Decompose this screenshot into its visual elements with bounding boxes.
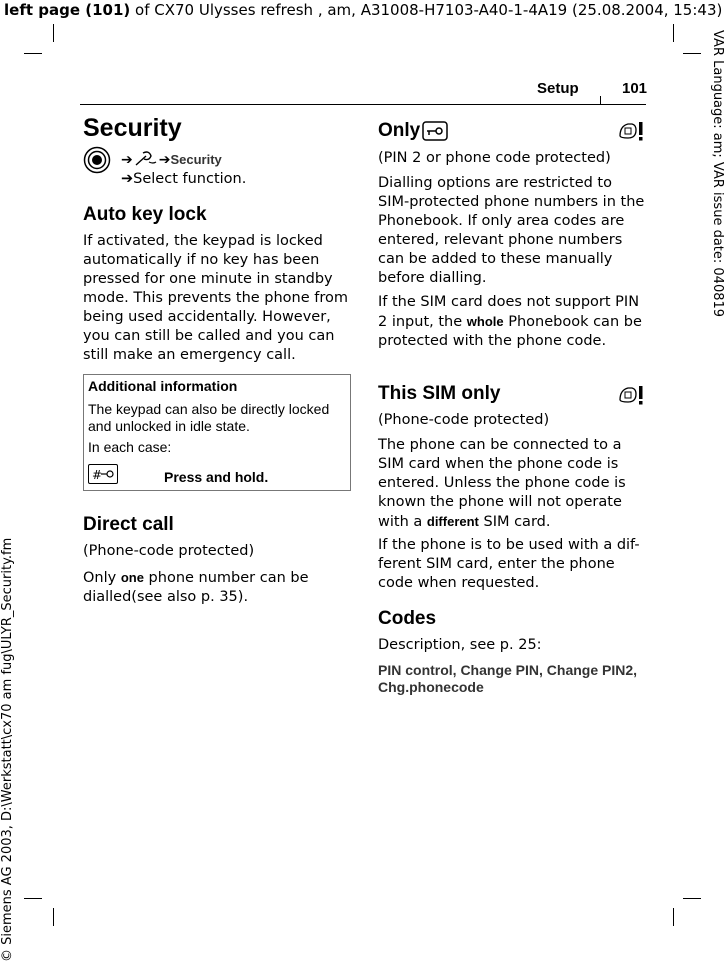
copyright-side-text: © Siemens AG 2003, D:\Werkstatt\cx70 am fug\ULYR_Security.fm — [0, 537, 15, 962]
sim-only-protection: (Phone-code protected) — [378, 412, 550, 428]
emphasis-word: different — [426, 514, 479, 529]
codes-heading: Codes — [378, 608, 437, 629]
text-span: phone number can be dialled(see also p. 35). — [83, 570, 309, 605]
info-box-title: Additional information — [88, 378, 238, 394]
text-span: SIM card. — [478, 514, 551, 530]
running-header-section: Setup — [537, 80, 579, 97]
crop-mark — [53, 908, 54, 926]
additional-info-box — [83, 374, 351, 491]
direct-call-heading: Direct call — [83, 514, 174, 535]
nav-instruction: ➔Select function. — [121, 171, 247, 187]
direct-call-protection: (Phone-code protected) — [83, 543, 255, 559]
text-span: If the SIM card does not support PIN 2 input, the — [378, 294, 640, 330]
sim-only-text — [378, 436, 646, 532]
sim-warning-icon — [618, 384, 646, 406]
codes-function-list: PIN control, Change PIN, Change PIN2, Chg.phonecode — [378, 662, 638, 695]
crop-mark — [673, 908, 674, 926]
crop-mark — [683, 53, 701, 54]
page-number: 101 — [622, 80, 648, 97]
crop-mark — [683, 898, 701, 899]
auto-key-lock-text: If activated, the keypad is locked automatically if no key has been pressed for one minute in standby mode. This prevents the phone from being used accidentally. However, you can still be called and you can still make an emergency call. — [83, 233, 349, 363]
header-rule — [80, 104, 646, 105]
text-span: The phone can be connected to a SIM card when the phone code is entered. Unless the phone code is known the phone will not operate with a — [378, 437, 626, 530]
crop-mark — [53, 24, 54, 42]
codes-description: Description, see p. 25: — [378, 637, 542, 653]
print-meta-line — [4, 0, 722, 20]
header-tick — [600, 96, 601, 104]
emphasis-word: whole — [466, 314, 504, 329]
only-heading: Only — [378, 120, 421, 141]
only-protection: (PIN 2 or phone code protected) — [378, 150, 611, 166]
setup-wrench-icon — [133, 150, 159, 168]
nav-arrow: ➔ — [121, 152, 133, 168]
only-text-2 — [378, 293, 646, 351]
sim-warning-icon — [618, 120, 646, 142]
info-box-text: In each case: — [88, 439, 172, 455]
text-span: Phonebook can be protected with the phone code. — [378, 314, 642, 349]
nav-path-line — [121, 150, 222, 170]
crop-mark — [24, 53, 42, 54]
info-box-text: The keypad can also be directly locked and unlocked in idle state. — [88, 401, 330, 434]
key-icon — [422, 121, 448, 141]
auto-key-lock-heading: Auto key lock — [83, 204, 207, 225]
crop-mark — [673, 24, 674, 42]
text-span: Only — [83, 570, 121, 586]
nav-arrow: ➔ — [158, 152, 171, 168]
menu-navigation-key-icon — [83, 146, 113, 176]
only-text: Dialling options are restricted to SIM-protected phone numbers in the Phonebook. If only area codes are entered, relevant phone numbers can be added to these manually before dialling. — [378, 175, 645, 286]
emphasis-word: one — [120, 570, 144, 585]
nav-menu-label: Security — [170, 152, 222, 167]
print-meta-rest: of CX70 Ulysses refresh , am, A31008-H7103-A40-1-4A19 (25.08.2004, 15:43) — [130, 1, 723, 19]
info-box-action: Press and hold. — [164, 469, 269, 485]
svg-text:#: # — [92, 468, 103, 482]
crop-mark — [24, 898, 42, 899]
page-title: Security — [83, 114, 182, 142]
sim-only-text-2: If the phone is to be used with a dif-ferent SIM card, enter the phone code when requested. — [378, 537, 640, 591]
hash-key-icon — [88, 464, 118, 484]
direct-call-text — [83, 568, 351, 607]
var-language-side-text: VAR Language: am; VAR issue date: 040819 — [710, 30, 725, 318]
sim-only-heading: This SIM only — [378, 383, 501, 404]
print-meta-bold: left page (101) — [4, 1, 131, 19]
